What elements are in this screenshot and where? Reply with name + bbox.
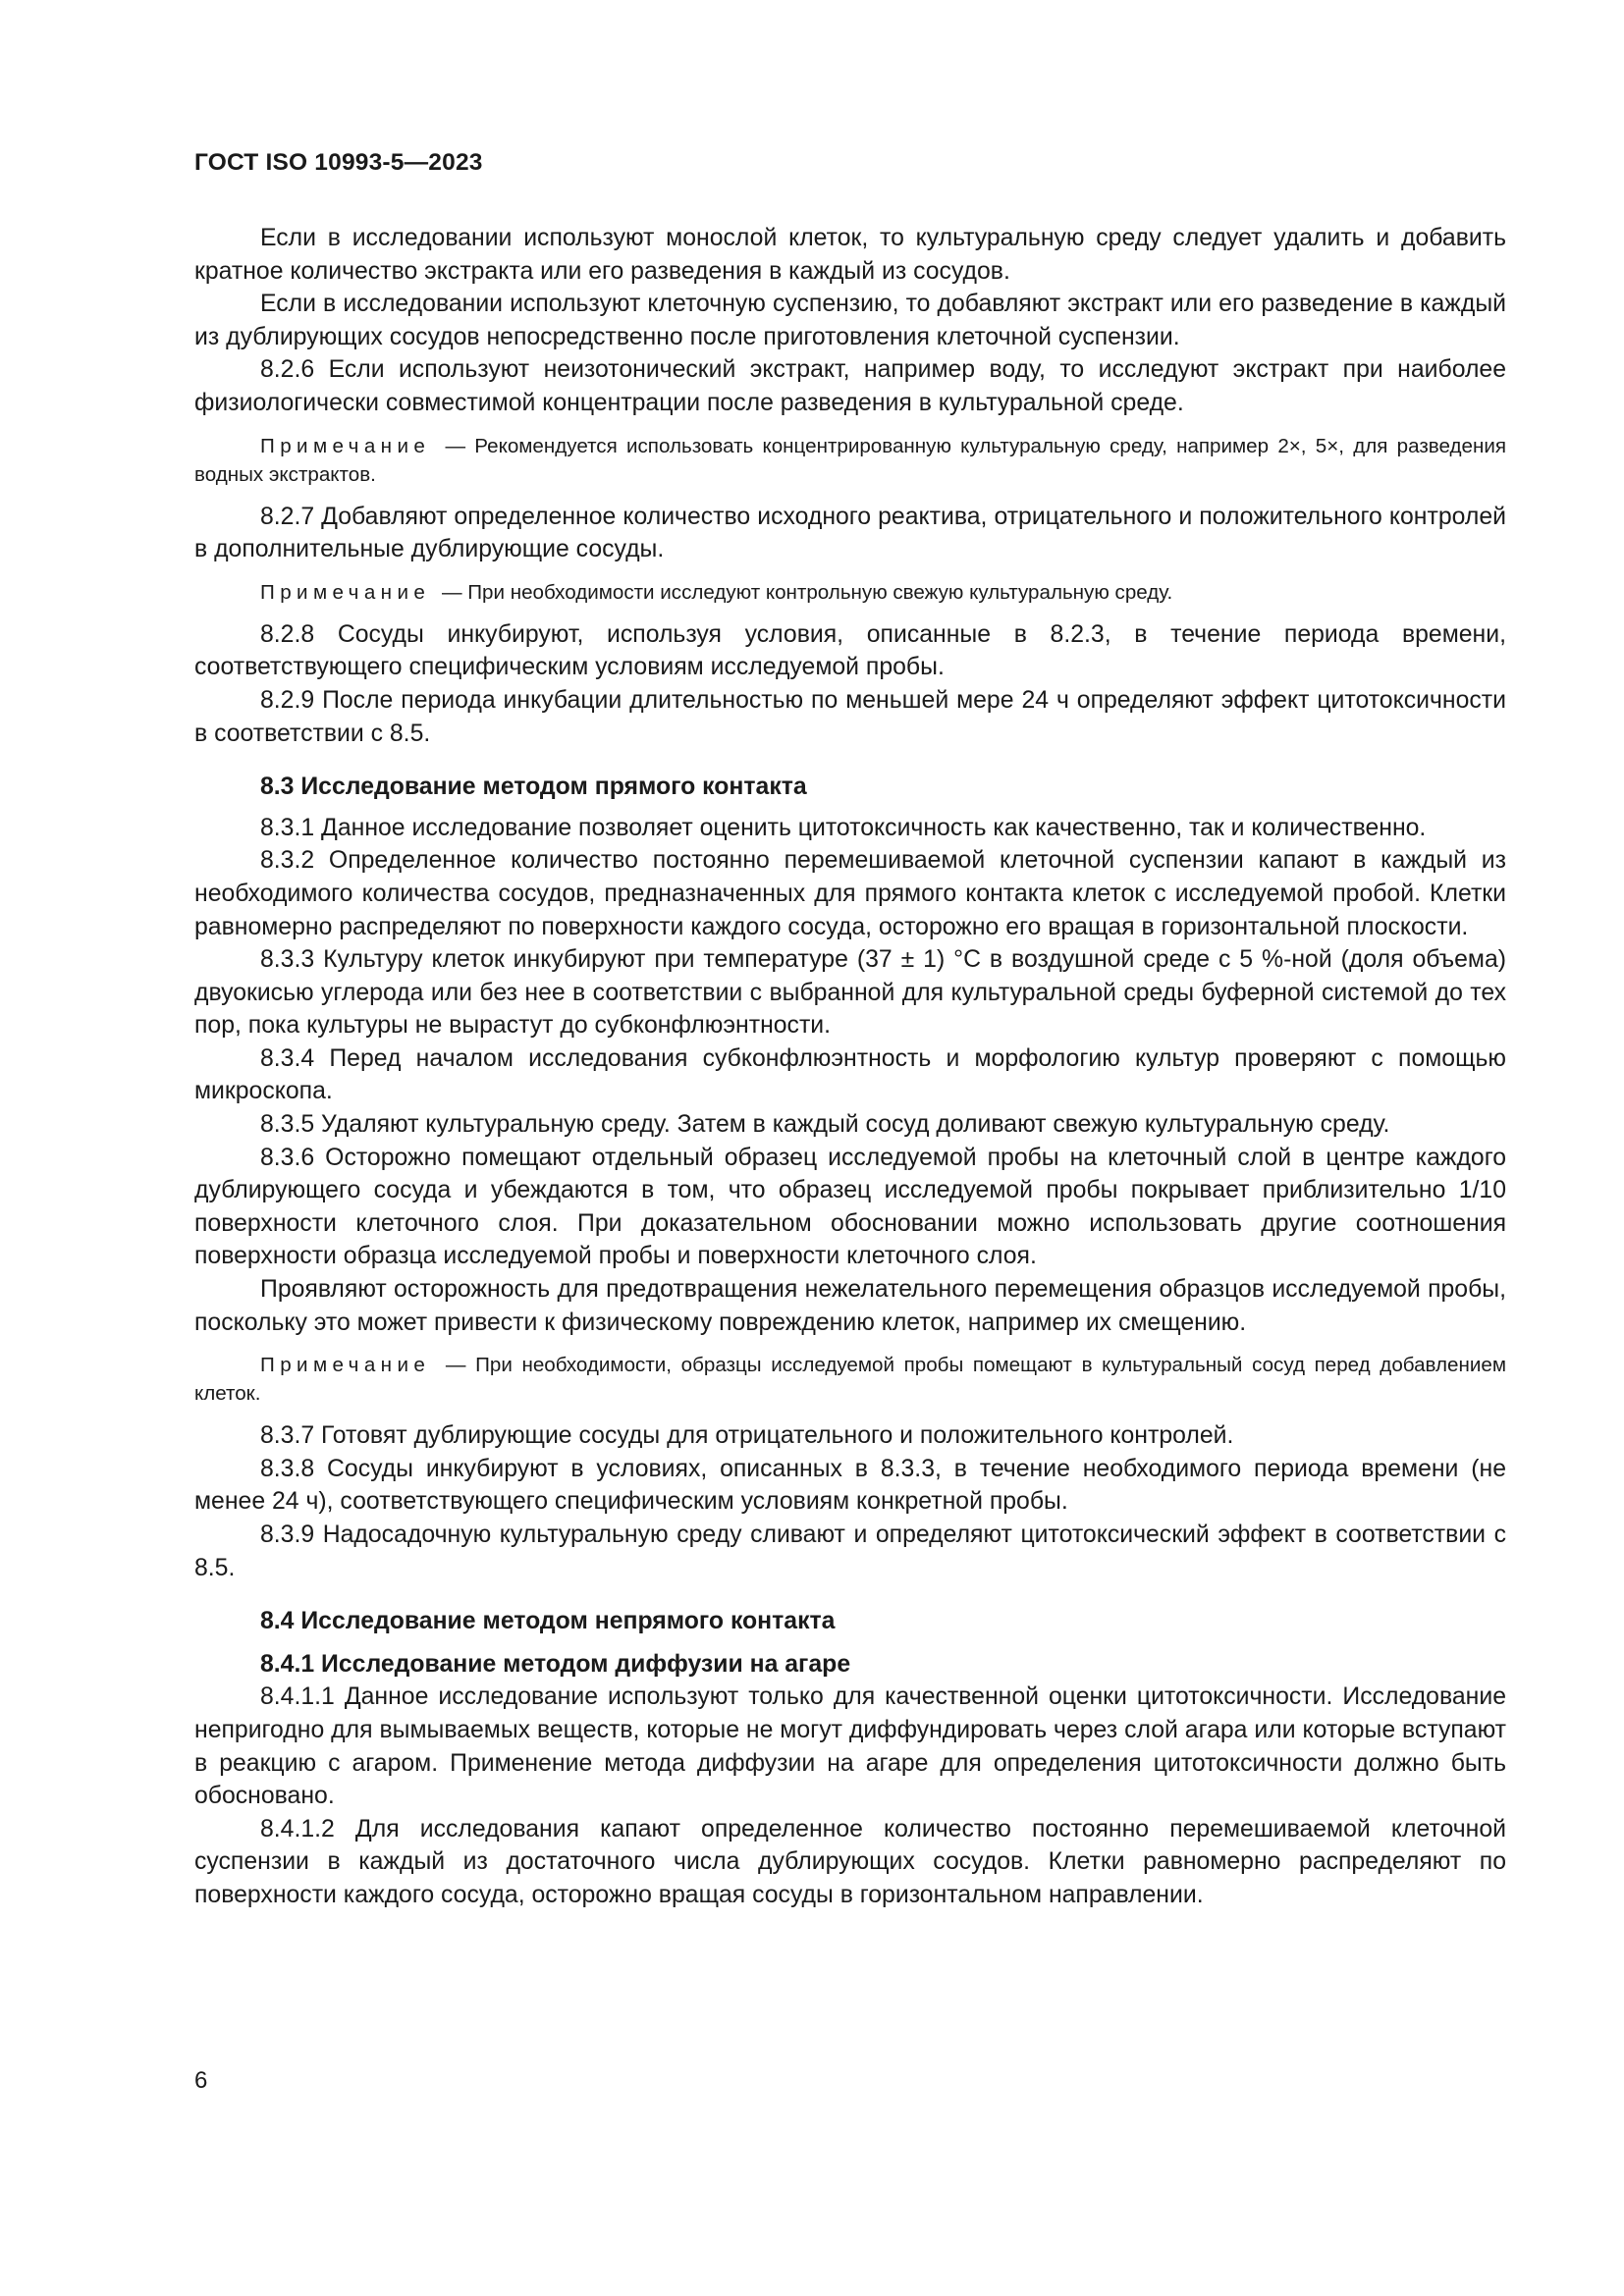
paragraph: 8.3.3 Культуру клеток инкубируют при температуре (37 ± 1) °С в воздушной среде с 5 %-ной (доля объема) двуокисью углерода или без нее в соответствии с выбранной для культуральной среды буферной системой до тех пор, пока культуры не вырастут до субконфлюэнтности. <box>194 946 1506 1040</box>
page-number: 6 <box>194 2067 208 2094</box>
paragraph: 8.3.1 Данное исследование позволяет оценить цитотоксичность как качественно, так и количественно. <box>260 814 1427 841</box>
document-body <box>194 222 1506 1912</box>
paragraph: Если в исследовании используют клеточную суспензию, то добавляют экстракт или его разведение в каждый из дублирующих сосудов непосредственно после приготовления клеточной суспензии. <box>194 291 1506 350</box>
paragraph: 8.3.8 Сосуды инкубируют в условиях, описанных в 8.3.3, в течение необходимого периода времени (не менее 24 ч), соответствующего специфическим условиям конкретной пробы. <box>194 1455 1506 1516</box>
paragraph: 8.2.7 Добавляют определенное количество исходного реактива, отрицательного и положительного контролей в дополнительные дублирующие сосуды. <box>194 503 1506 563</box>
paragraph: 8.4.1.1 Данное исследование используют только для качественной оценки цитотоксичности. Исследование непригодно для вымываемых веществ, которые не могут диффундировать через слой агара или которые вступают в реакцию с агаром. Применение метода диффузии на агаре для определения цитотоксичности должно быть обосновано. <box>194 1683 1506 1810</box>
paragraph: 8.3.5 Удаляют культуральную среду. Затем в каждый сосуд доливают свежую культуральную среду. <box>260 1111 1390 1139</box>
document-header: ГОСТ ISO 10993-5—2023 <box>194 149 483 176</box>
paragraph: Если в исследовании используют монослой клеток, то культуральную среду следует удалить и добавить кратное количество экстракта или его разведения в каждый из сосудов. <box>194 225 1506 285</box>
paragraph: 8.3.2 Определенное количество постоянно перемешиваемой клеточной суспензии капают в каждый из необходимого количества сосудов, предназначенных для прямого контакта клеток с исследуемой пробой. Клетки равномерно распределяют по поверхности каждого сосуда, осторожно его вращая в горизонтальной плоскости. <box>194 847 1506 940</box>
paragraph: Проявляют осторожность для предотвращения нежелательного перемещения образцов исследуемой пробы, поскольку это может привести к физическому повреждению клеток, например их смещению. <box>194 1276 1506 1336</box>
note-label: Примечание <box>260 1354 431 1377</box>
note-label: Примечание <box>260 434 431 457</box>
note <box>194 1351 1506 1408</box>
paragraph: 8.2.8 Сосуды инкубируют, используя условия, описанные в 8.2.3, в течение периода времени, соответствующего специфическим условиям исследуемой пробы. <box>194 620 1506 681</box>
section-heading: 8.3 Исследование методом прямого контакта <box>260 774 807 801</box>
paragraph: 8.2.6 Если используют неизотонический экстракт, например воду, то исследуют экстракт при наиболее физиологически совместимой концентрации после разведения в культуральной среде. <box>194 356 1506 416</box>
paragraph: 8.2.9 После периода инкубации длительностью по меньшей мере 24 ч определяют эффект цитотоксичности в соответствии с 8.5. <box>194 686 1506 747</box>
note-text: — Рекомендуется использовать концентрированную культуральную среду, например 2×, 5×, для разведения водных экстрактов. <box>194 434 1506 486</box>
note-text: — При необходимости исследуют контрольную свежую культуральную среду. <box>441 580 1173 604</box>
paragraph: 8.3.7 Готовят дублирующие сосуды для отрицательного и положительного контролей. <box>260 1422 1234 1450</box>
subsection-heading: 8.4.1 Исследование методом диффузии на агаре <box>260 1650 851 1678</box>
section-heading: 8.4 Исследование методом непрямого контакта <box>260 1608 836 1635</box>
note <box>194 578 1506 607</box>
note-text: — При необходимости, образцы исследуемой пробы помещают в культуральный сосуд перед добавлением клеток. <box>194 1354 1506 1406</box>
note-label: Примечание <box>260 580 431 604</box>
paragraph: 8.3.9 Надосадочную культуральную среду сливают и определяют цитотоксический эффект в соответствии с 8.5. <box>194 1522 1506 1581</box>
paragraph: 8.3.4 Перед началом исследования субконфлюэнтность и морфологию культур проверяют с помощью микроскопа. <box>194 1044 1506 1105</box>
paragraph: 8.4.1.2 Для исследования капают определенное количество постоянно перемешиваемой клеточной суспензии в каждый из достаточного числа дублирующих сосудов. Клетки равномерно распределяют по поверхности каждого сосуда, осторожно вращая сосуды в горизонтальном направлении. <box>194 1815 1506 1908</box>
note <box>194 432 1506 489</box>
paragraph: 8.3.6 Осторожно помещают отдельный образец исследуемой пробы на клеточный слой в центре каждого дублирующего сосуда и убеждаются в том, что образец исследуемой пробы покрывает приблизительно 1/10 поверхности клеточного слоя. При доказательном обосновании можно использовать другие соотношения поверхности образца исследуемой пробы и поверхности клеточного слоя. <box>194 1144 1506 1270</box>
